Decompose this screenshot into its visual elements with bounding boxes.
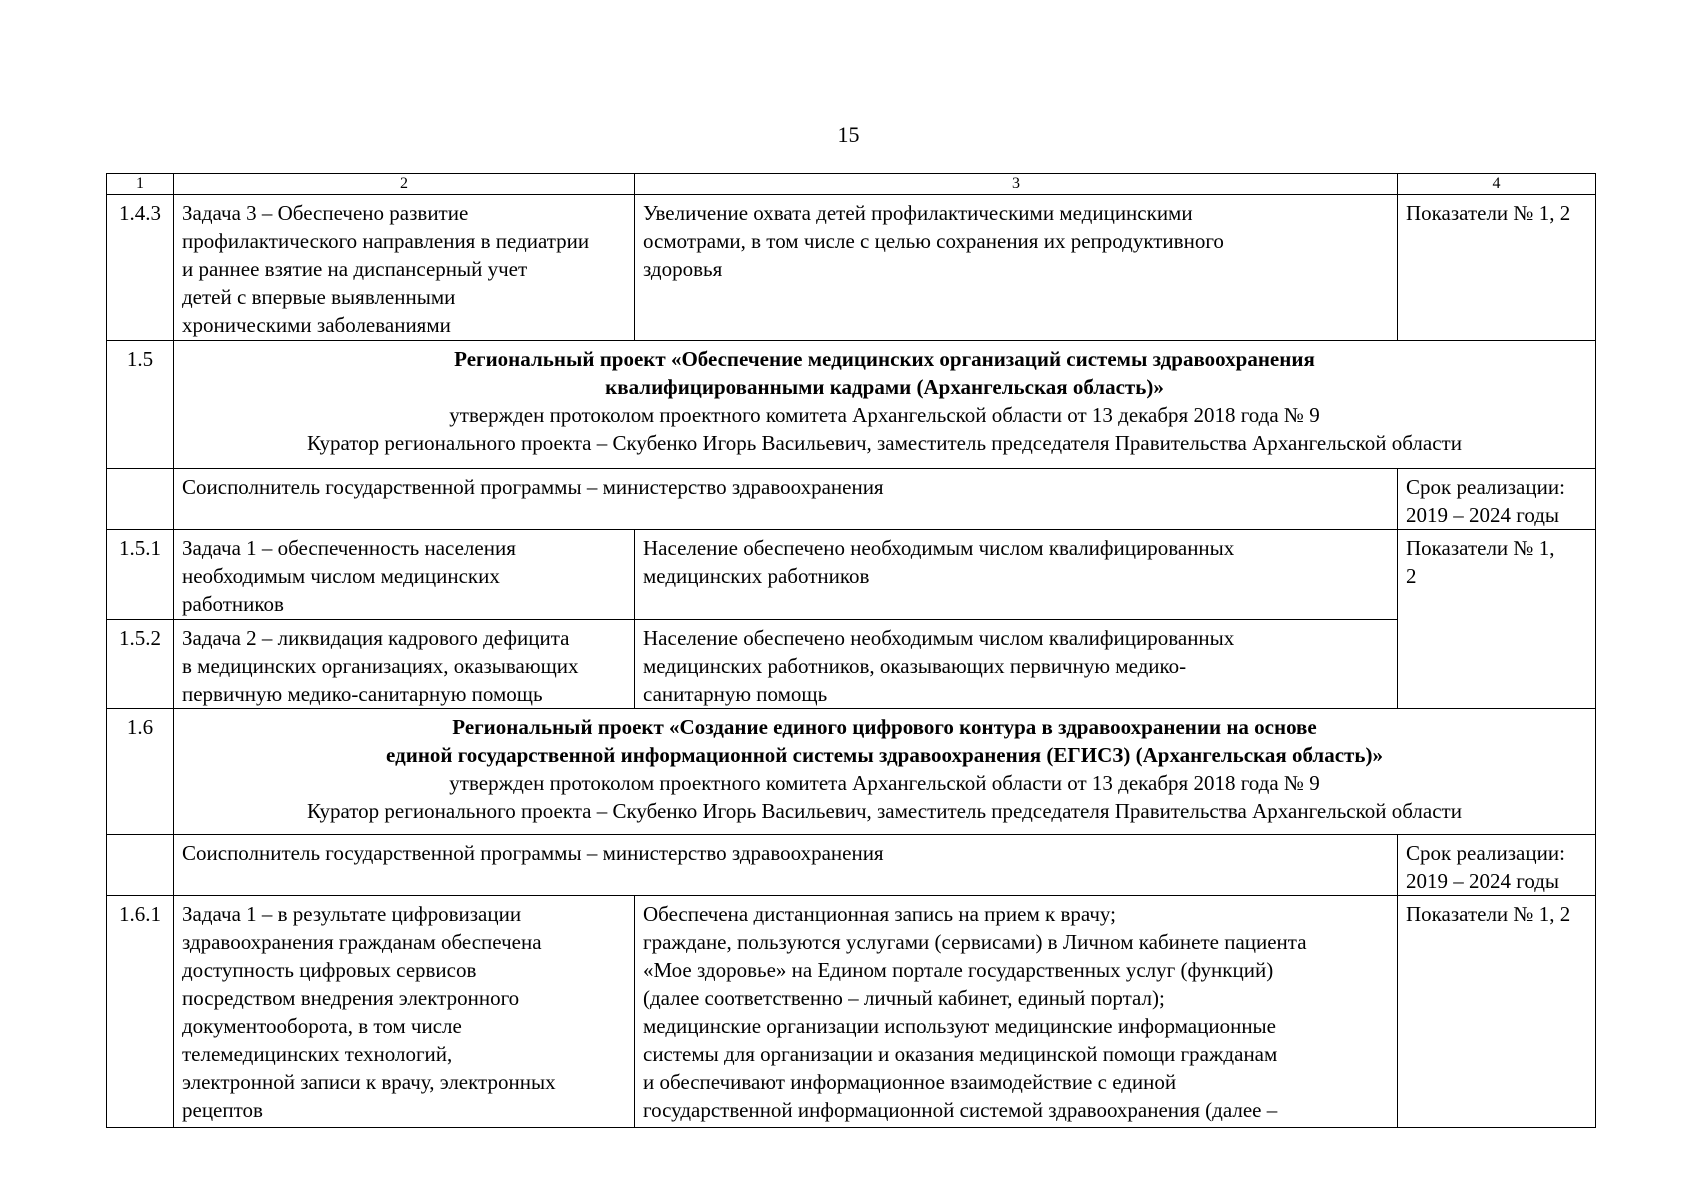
row-number: 1.5 bbox=[107, 341, 174, 469]
result-cell: Население обеспечено необходимым числом квалифицированных медицинских работников bbox=[635, 530, 1398, 620]
program-table bbox=[106, 173, 1596, 1128]
project-approval: утвержден протоколом проектного комитета Архангельской области от 13 декабря 2018 года № 9 bbox=[449, 771, 1320, 795]
indicators-cell: Показатели № 1, 2 bbox=[1398, 530, 1596, 709]
column-header-2: 2 bbox=[174, 174, 635, 195]
project-title: единой государственной информационной системы здравоохранения (ЕГИСЗ) (Архангельская область)» bbox=[386, 743, 1383, 767]
project-row-1-6 bbox=[107, 709, 1596, 835]
column-header-3: 3 bbox=[635, 174, 1398, 195]
row-number: 1.5.1 bbox=[107, 530, 174, 620]
result-cell: Обеспечена дистанционная запись на прием к врачу; граждане, пользуются услугами (сервисами) в Личном кабинете пациента «Мое здоровье» на Едином портале государственных услуг (функций) (далее соответственно – личный кабинет, единый портал); медицинские организации используют медицинские информационные системы для организации и оказания медицинской помощи гражданам и обеспечивают информационное взаимодействие с единой государственной информационной системой здравоохранения (далее – bbox=[635, 896, 1398, 1128]
row-number: 1.6 bbox=[107, 709, 174, 835]
coexecutor-cell: Соисполнитель государственной программы – министерство здравоохранения bbox=[174, 835, 1398, 896]
task-cell: Задача 1 – в результате цифровизации здравоохранения гражданам обеспечена доступность цифровых сервисов посредством внедрения электронного документооборота, в том числе телемедицинских технологий, электронной записи к врачу, электронных рецептов bbox=[174, 896, 635, 1128]
project-curator: Куратор регионального проекта – Скубенко Игорь Васильевич, заместитель председателя Правительства Архангельской области bbox=[307, 799, 1462, 823]
project-description bbox=[174, 709, 1596, 835]
result-cell: Увеличение охвата детей профилактическими медицинскими осмотрами, в том числе с целью сохранения их репродуктивного здоровья bbox=[635, 195, 1398, 341]
column-header-1: 1 bbox=[107, 174, 174, 195]
table-row-1-6-1 bbox=[107, 896, 1596, 1128]
indicators-cell: Показатели № 1, 2 bbox=[1398, 896, 1596, 1128]
task-cell: Задача 1 – обеспеченность населения необходимым числом медицинских работников bbox=[174, 530, 635, 620]
project-title: Региональный проект «Создание единого цифрового контура в здравоохранении на основе bbox=[452, 715, 1317, 739]
project-curator: Куратор регионального проекта – Скубенко Игорь Васильевич, заместитель председателя Правительства Архангельской области bbox=[307, 431, 1462, 455]
empty-cell bbox=[107, 469, 174, 530]
table-row-1-5-1 bbox=[107, 530, 1596, 620]
coexecutor-cell: Соисполнитель государственной программы – министерство здравоохранения bbox=[174, 469, 1398, 530]
row-number: 1.5.2 bbox=[107, 620, 174, 709]
project-approval: утвержден протоколом проектного комитета Архангельской области от 13 декабря 2018 года № 9 bbox=[449, 403, 1320, 427]
row-number: 1.6.1 bbox=[107, 896, 174, 1128]
table-row-1-4-3 bbox=[107, 195, 1596, 341]
term-cell: Срок реализации: 2019 – 2024 годы bbox=[1398, 469, 1596, 530]
column-number-row bbox=[107, 174, 1596, 195]
project-title: квалифицированными кадрами (Архангельская область)» bbox=[605, 375, 1164, 399]
indicators-cell: Показатели № 1, 2 bbox=[1398, 195, 1596, 341]
task-cell: Задача 3 – Обеспечено развитие профилактического направления в педиатрии и раннее взятие на диспансерный учет детей с впервые выявленными хроническими заболеваниями bbox=[174, 195, 635, 341]
page-number: 15 bbox=[837, 122, 860, 147]
result-cell: Население обеспечено необходимым числом квалифицированных медицинских работников, оказывающих первичную медико- санитарную помощь bbox=[635, 620, 1398, 709]
empty-cell bbox=[107, 835, 174, 896]
project-title: Региональный проект «Обеспечение медицинских организаций системы здравоохранения bbox=[454, 347, 1315, 371]
coexecutor-row-1-6 bbox=[107, 835, 1596, 896]
column-header-4: 4 bbox=[1398, 174, 1596, 195]
row-number: 1.4.3 bbox=[107, 195, 174, 341]
coexecutor-row-1-5 bbox=[107, 469, 1596, 530]
project-row-1-5 bbox=[107, 341, 1596, 469]
table-row-1-5-2 bbox=[107, 620, 1596, 709]
term-cell: Срок реализации: 2019 – 2024 годы bbox=[1398, 835, 1596, 896]
task-cell: Задача 2 – ликвидация кадрового дефицита в медицинских организациях, оказывающих первичную медико-санитарную помощь bbox=[174, 620, 635, 709]
project-description bbox=[174, 341, 1596, 469]
